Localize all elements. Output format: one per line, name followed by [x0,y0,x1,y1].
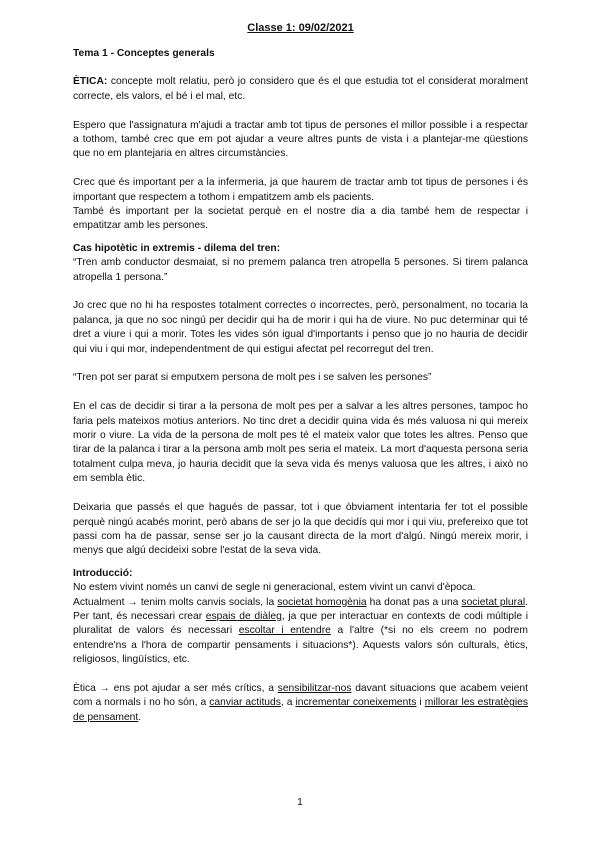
underline-sensibilitzar: sensibilitzar-nos [277,682,352,694]
dilemma-paragraph-1: Jo crec que no hi ha respostes totalment correctes o incorrectes, però, personalment, no tocaria la palanca, ja que no soc ningú per decidir qui ha de morir i qui ha de viure. No puc determinar qui té dret a viure i qui a morir. Totes les vides són igual d'importants i penso que jo no hauria de decidir qui viu i qui mor, independentment de qui estigui afectat pel recorregut del tren. [73,300,528,355]
intro-text: ha donat pas a una [366,596,462,608]
etica-label: ÈTICA: [73,76,108,88]
document-page [73,22,528,740]
etica-text: concepte molt relatiu, però jo considero que és el que estudia tot el considerat moralment correcte, els valors, el bé i el mal, etc. [73,76,528,102]
underline-incrementar-coneixements: incrementar coneixements [295,697,417,709]
intro-heading: Introducció: [73,567,133,579]
underline-escoltar-entendre: escoltar i entendre [238,625,331,637]
underline-espais-dialeg: espais de diàleg [205,610,282,622]
intro-paragraph [73,596,528,668]
etica-text: i [416,697,425,709]
etica-text: davant situacions que acabem veient com a normals i no ho són, a [73,682,528,709]
page-number: 1 [297,797,303,808]
underline-societat-homogenia: societat homogènia [277,596,367,608]
intro-text: Actualment → tenim molts canvis socials, la [73,596,278,608]
intro-text: . Per tant, és necessari crear [73,596,528,622]
paragraph-infermeria: Crec que és important per a la infermeria, ja que haurem de tractar amb tot tipus de persones i és important que respectem a tothom i empatitzem amb els pacients. [73,177,528,203]
paragraph-assignatura: Espero que l'assignatura m'ajudi a tractar amb tot tipus de persones el millor possible i a respectar a tothom, també crec que em pot ajudar a veure altres punts de vista i a plantejar-me qüestions que no em plantejaria en altres circumstàncies. [73,119,528,160]
underline-millorar-estrategies: millorar les estratègies de pensament [73,697,528,723]
etica-text: . [138,711,142,723]
underline-societat-plural: societat plural [461,596,526,608]
dilemma-quote-2: “Tren pot ser parat si emputxem persona de molt pes i se salven les persones” [73,372,432,384]
etica-text: , a [280,697,296,709]
dilemma-paragraph-3: Deixaria que passés el que hagués de passar, tot i que òbviament intentaria fer tot el possible perquè ningú acabés morint, però abans de ser jo la que decidís qui mor i qui viu, prefereixo que tot passi com ha de passar, sense ser jo la causant directa de la mort d'algú. Ningú mereix morir, i menys que algú decideixi sobre l'estat de la seva vida. [73,502,528,557]
etica-paragraph [73,75,528,104]
paragraph-societat: També és important per la societat perquè en el nostre dia a dia també hem de respectar i empatitzar amb les persones. [73,206,528,232]
topic-heading: Tema 1 - Conceptes generals [73,48,215,59]
intro-line-1: No estem vivint només un canvi de segle ni generacional, estem vivint un canvi d'època. [73,582,476,594]
dilemma-quote-1: “Tren amb conductor desmaiat, si no premem palanca tren atropella 5 persones. Si tirem palanca atropella 1 persona.” [73,257,528,283]
dilemma-heading: Cas hipotètic in extremis - dilema del tren: [73,242,281,254]
etica-text: Ètica → ens pot ajudar a ser més crítics, a [73,682,278,694]
underline-canviar-actituds: canviar actituds [209,697,281,709]
intro-text: a l'altre (*si no els creem no podrem entendre'ns a l'hora de compartir pensaments i situacions*). Aquests valors són culturals, ètics, religiosos, lingüístics, etc. [73,625,528,666]
page-title: Classe 1: 09/02/2021 [247,22,354,34]
etica-benefits-paragraph [73,682,528,725]
dilemma-paragraph-2: En el cas de decidir si tirar a la persona de molt pes per a salvar a les altres persones, tampoc ho faria pels mateixos motius anteriors. No tinc dret a decidir quina vida és més valuosa ni qui mereix morir o viure. La vida de la persona de molt pes té el mateix valor que totes les altres. Penso que tirar de la palanca i tirar a la persona amb molt pes seria el mateix. La mort d'aquesta persona seria totalment culpa meva, jo hauria decidit que la seva vida és menys valuosa que les altres, i això no em sembla ètic. [73,401,528,485]
intro-text: , ja que per interactuar en contexts de codi múltiple i pluralitat de valors és necessari [73,610,529,637]
